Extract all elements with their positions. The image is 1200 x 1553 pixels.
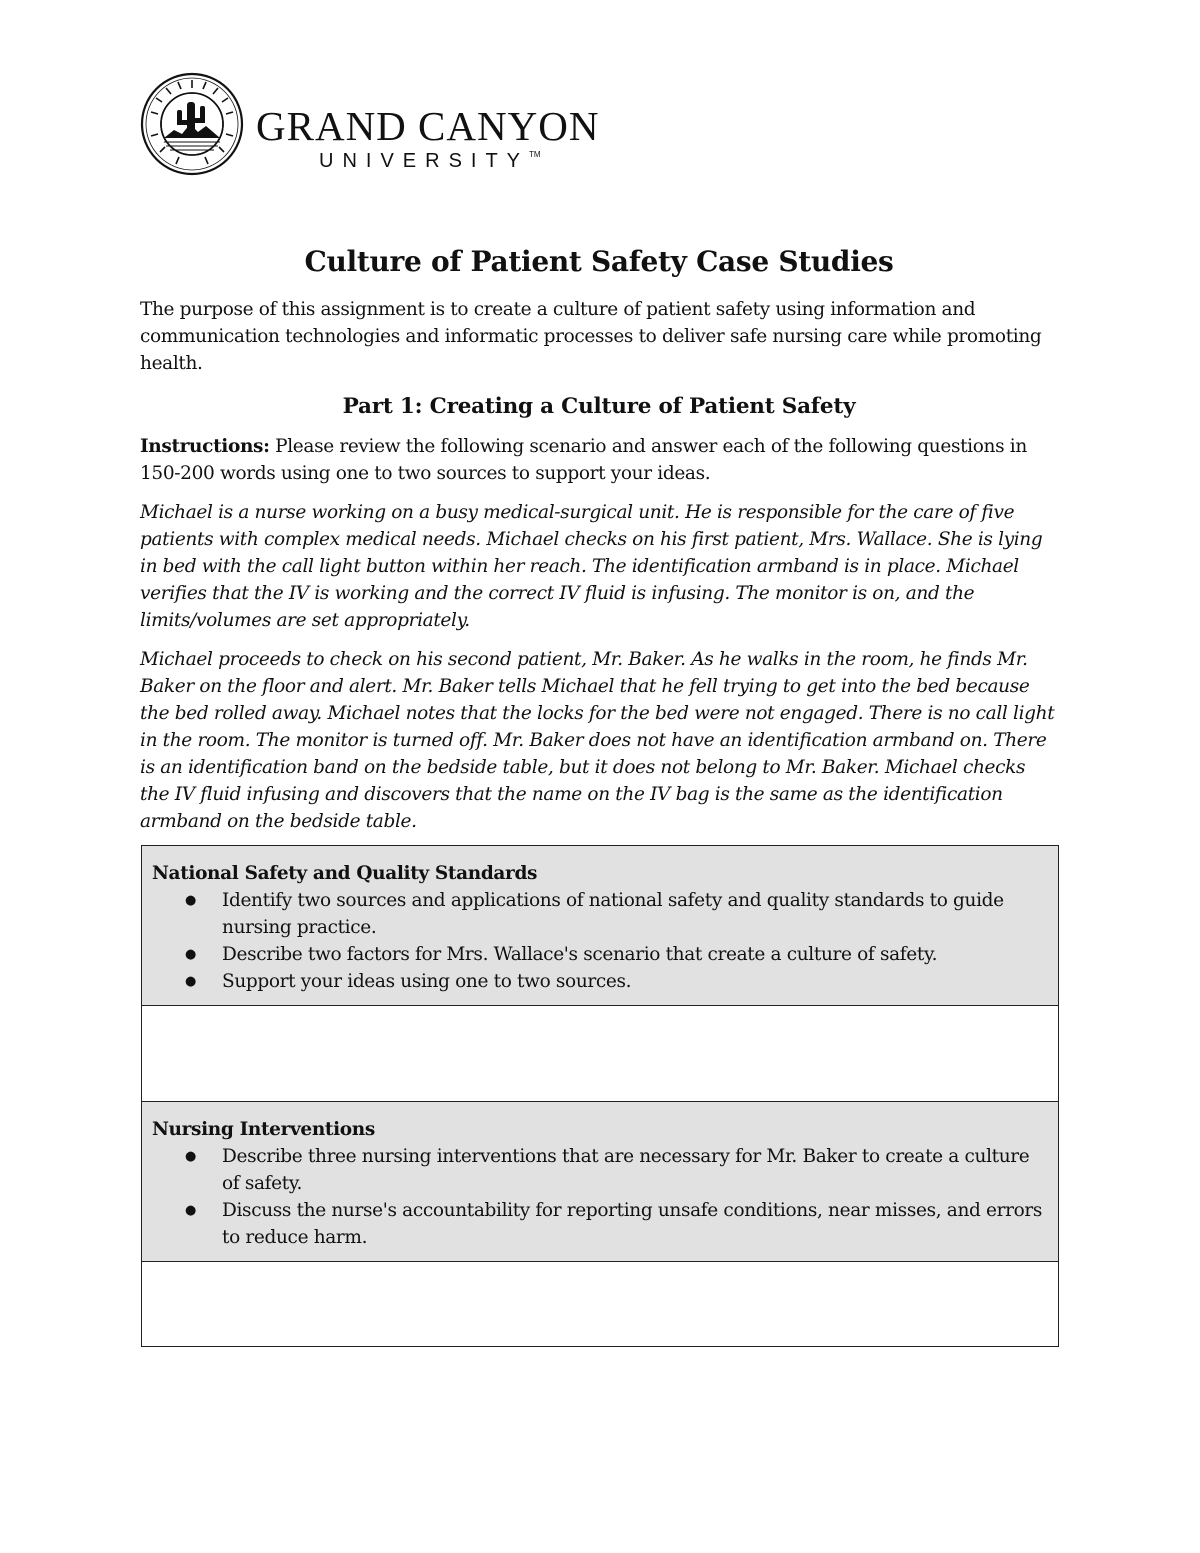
nursing-interventions-prompt (142, 1102, 1059, 1262)
instructions-paragraph (140, 433, 1058, 487)
list-item: ● Support your ideas using one to two sources. (222, 968, 1048, 995)
logo-subtitle-text: UNIVERSITY (319, 150, 530, 172)
national-standards-list (152, 887, 1048, 995)
list-item: ● Describe three nursing interventions that are necessary for Mr. Baker to create a culture of safety. (222, 1143, 1048, 1197)
trademark-mark: TM (529, 150, 541, 159)
scenario-paragraph-2: Michael proceeds to check on his second patient, Mr. Baker. As he walks in the room, he finds Mr. Baker on the floor and alert. Mr. Baker tells Michael that he fell trying to get into the bed because the bed rolled away. Michael notes that the locks for the bed were not engaged. There is no call light in the room. The monitor is turned off. Mr. Baker does not have an identification armband on. There is an identification band on the bedside table, but it does not belong to Mr. Baker. Michael checks the IV fluid infusing and discovers that the name on the IV bag is the same as the identification armband on the bedside table. (140, 649, 1055, 832)
list-item: ● Discuss the nurse's accountability for reporting unsafe conditions, near misses, and errors to reduce harm. (222, 1197, 1048, 1251)
list-item: ● Identify two sources and applications of national safety and quality standards to guide nursing practice. (222, 887, 1048, 941)
scenario-paragraph-1: Michael is a nurse working on a busy medical-surgical unit. He is responsible for the care of five patients with complex medical needs. Michael checks on his first patient, Mrs. Wallace. She is lying in bed with the call light button within her reach. The identification armband is in place. Michael verifies that the IV is working and the correct IV fluid is infusing. The monitor is on, and the limits/volumes are set appropriately. (140, 502, 1043, 631)
instructions-text: Please review the following scenario and answer each of the following questions in 150-200 words using one to two sources to support your ideas. (140, 436, 1027, 484)
nursing-interventions-list (152, 1143, 1048, 1251)
national-standards-title: National Safety and Quality Standards (152, 863, 538, 884)
nursing-interventions-answer-cell[interactable] (142, 1262, 1059, 1347)
national-standards-answer-cell[interactable] (142, 1006, 1059, 1102)
university-seal-icon (140, 72, 244, 176)
document-body (140, 236, 1058, 835)
university-logo (140, 72, 620, 182)
purpose-paragraph: The purpose of this assignment is to create a culture of patient safety using information and communication technologies and informatic processes to deliver safe nursing care while promoting health. (140, 299, 1042, 374)
list-item: ● Describe two factors for Mrs. Wallace's scenario that create a culture of safety. (222, 941, 1048, 968)
part-1-heading: Part 1: Creating a Culture of Patient Safety (342, 394, 856, 419)
document-title: Culture of Patient Safety Case Studies (304, 245, 894, 278)
nursing-interventions-title: Nursing Interventions (152, 1119, 375, 1140)
questions-table (141, 845, 1059, 1347)
logo-wordmark (256, 104, 599, 173)
national-standards-prompt (142, 846, 1059, 1006)
instructions-label: Instructions: (140, 436, 270, 457)
logo-subtitle (319, 150, 599, 173)
logo-name: GRAND CANYON (256, 103, 600, 149)
